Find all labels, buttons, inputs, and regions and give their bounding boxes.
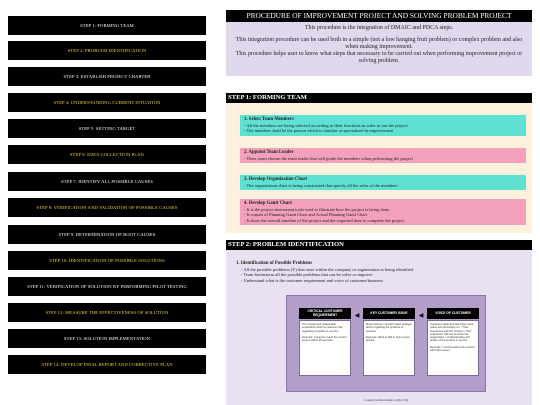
- nav-step-7[interactable]: STEP 7: IDENTIFY ALL POSSIBLE CAUSES: [8, 172, 206, 191]
- card-line: - It is the project instrument tools used to illustrate how the project is being done: [244, 207, 390, 212]
- intro-line-3: This procedure helps user to know what steps that necessary to be carried out when performing improvement project or solving problem.: [235, 51, 523, 64]
- intro-panel: [226, 22, 532, 76]
- diagram-column-ccr: [299, 308, 351, 376]
- column-example: Example: Customer reach the correct person within 45 seconds.: [302, 335, 347, 343]
- column-heading: CRITICAL CUSTOMER REQUIREMENT: [299, 308, 351, 319]
- column-example: Example: I need to wait to be connect with right person.: [430, 345, 475, 353]
- step2-line: - Team brainstorm all the possible problems that can be solve or improve: [241, 272, 373, 278]
- nav-step-12[interactable]: STEP 12: MEASURE THE EFFECTIVENESS OF SOLUTION: [8, 303, 206, 322]
- step1-card-select-team: [240, 115, 526, 136]
- column-heading: KEY CUSTOMER ISSUE: [363, 308, 415, 319]
- step2-panel: [226, 250, 532, 405]
- column-description: Customer statement that reflect their wants and perception on: • Their experience with the product • Their experience with the services the organization • Understanding and quality of the product or service: [430, 323, 474, 343]
- card-line: - It show the overall timeline of the project and the expected time to complete the project: [244, 217, 405, 223]
- step2-text: [236, 261, 526, 283]
- diagram-column-kci: [363, 308, 415, 376]
- step1-heading: STEP 1: FORMING TEAM: [226, 93, 532, 103]
- column-description: Most customer concern value strategic factor regarding the products or services.: [366, 323, 413, 333]
- intro-line-2: This integration procedure can be used both in a simple (not a low hanging fruit problem) or complex problem and also when making improvement.: [235, 37, 523, 50]
- card-line: - Then, team choose the team leader that will guide the members when performing the project: [244, 156, 413, 161]
- nav-step-6[interactable]: STEP 6: DATA COLLECTION PLAN: [8, 145, 206, 164]
- card-title: 2. Appoint Team Leader: [244, 150, 294, 155]
- step2-heading: STEP 2: PROBLEM IDENTIFICATION: [226, 240, 532, 250]
- nav-step-10[interactable]: STEP 10: IDENTIFICATION OF POSSIBLE SOLUTIONS: [8, 251, 206, 270]
- nav-step-1[interactable]: STEP 1: FORMING TEAM: [8, 16, 206, 35]
- intro-line-1: This procedure is the integration of DMAIC and PDCA steps.: [304, 25, 454, 31]
- card-line: - The organization chart is being constructed that specify all the roles of the members: [244, 183, 398, 188]
- card-line: - The members shall be the person which is familiar or specialized in improvement: [244, 128, 394, 134]
- step2-title: 1. Identification of Possible Problems: [236, 261, 312, 266]
- column-body: [299, 320, 351, 376]
- arrow-left-icon: ◀: [354, 313, 360, 319]
- column-example: Example: Want to talk to right person quickly.: [366, 335, 410, 343]
- card-title: 3. Develop Organization Chart: [244, 177, 308, 182]
- step2-line: - Understand what is the customer requirement and voice of customer/business: [241, 277, 383, 283]
- ctq-diagram: [286, 295, 486, 392]
- card-title: 4. Develop Gantt Chart: [244, 201, 292, 206]
- nav-step-5[interactable]: STEP 5: SETTING TARGET: [8, 119, 206, 138]
- nav-step-14[interactable]: STEP 14: DEVELOP FINAL REPORT AND CORRECTIVE PLAN: [8, 355, 206, 374]
- page-title: PROCEDURE OF IMPROVEMENT PROJECT AND SOLVING PROBLEM PROJECT: [226, 10, 532, 22]
- step1-card-appoint-leader: [240, 148, 526, 163]
- arrow-left-icon: ◀: [418, 313, 424, 319]
- column-heading: VOICE OF CUSTOMER: [427, 308, 479, 319]
- nav-step-11[interactable]: STEP 11: VERIFICATION OF SOLUTION BY PERFORMING PILOT TESTING: [8, 277, 206, 296]
- diagram-column-voc: [427, 308, 479, 376]
- nav-step-3[interactable]: STEP 3: ESTABLISH PROJECT CHARTER: [8, 67, 206, 86]
- card-line: - It consist of Planning Gantt Chart and Actual Planning Gantt Chart: [244, 212, 368, 218]
- nav-step-9[interactable]: STEP 9: DETERMINATION OF ROOT CAUSES: [8, 225, 206, 244]
- column-body: [363, 320, 415, 376]
- card-line: - All the members are being selected according to their functions in order to run the project: [244, 123, 408, 128]
- column-description: The precise and measurable expectation which a customer has regarding a product or service.: [302, 323, 343, 333]
- main-content: [226, 0, 532, 405]
- nav-step-2[interactable]: STEP 2: PROBLEM IDENTIFICATION: [8, 41, 206, 60]
- column-body: [427, 320, 479, 376]
- step2-line: - All the possible problems (Y) that arise within the company or organization is being identified: [241, 267, 414, 272]
- card-title: 1. Select Team Members: [244, 117, 294, 122]
- diagram-caption: Coupled relationships with CTQ: [363, 398, 409, 402]
- step1-card-org-chart: [240, 175, 526, 190]
- nav-step-8[interactable]: STEP 8: VERIFICATION AND VALIDATION OF POSSIBLE CAUSES: [8, 198, 206, 217]
- nav-step-13[interactable]: STEP 13: SOLUTION IMPLEMENTATION: [8, 329, 206, 348]
- step1-card-gantt-chart: [240, 199, 526, 225]
- step1-panel: [226, 103, 532, 233]
- nav-step-4[interactable]: STEP 4: UNDERSTANDING CURRENT SITUATION: [8, 93, 206, 112]
- step-navigation: [0, 0, 214, 405]
